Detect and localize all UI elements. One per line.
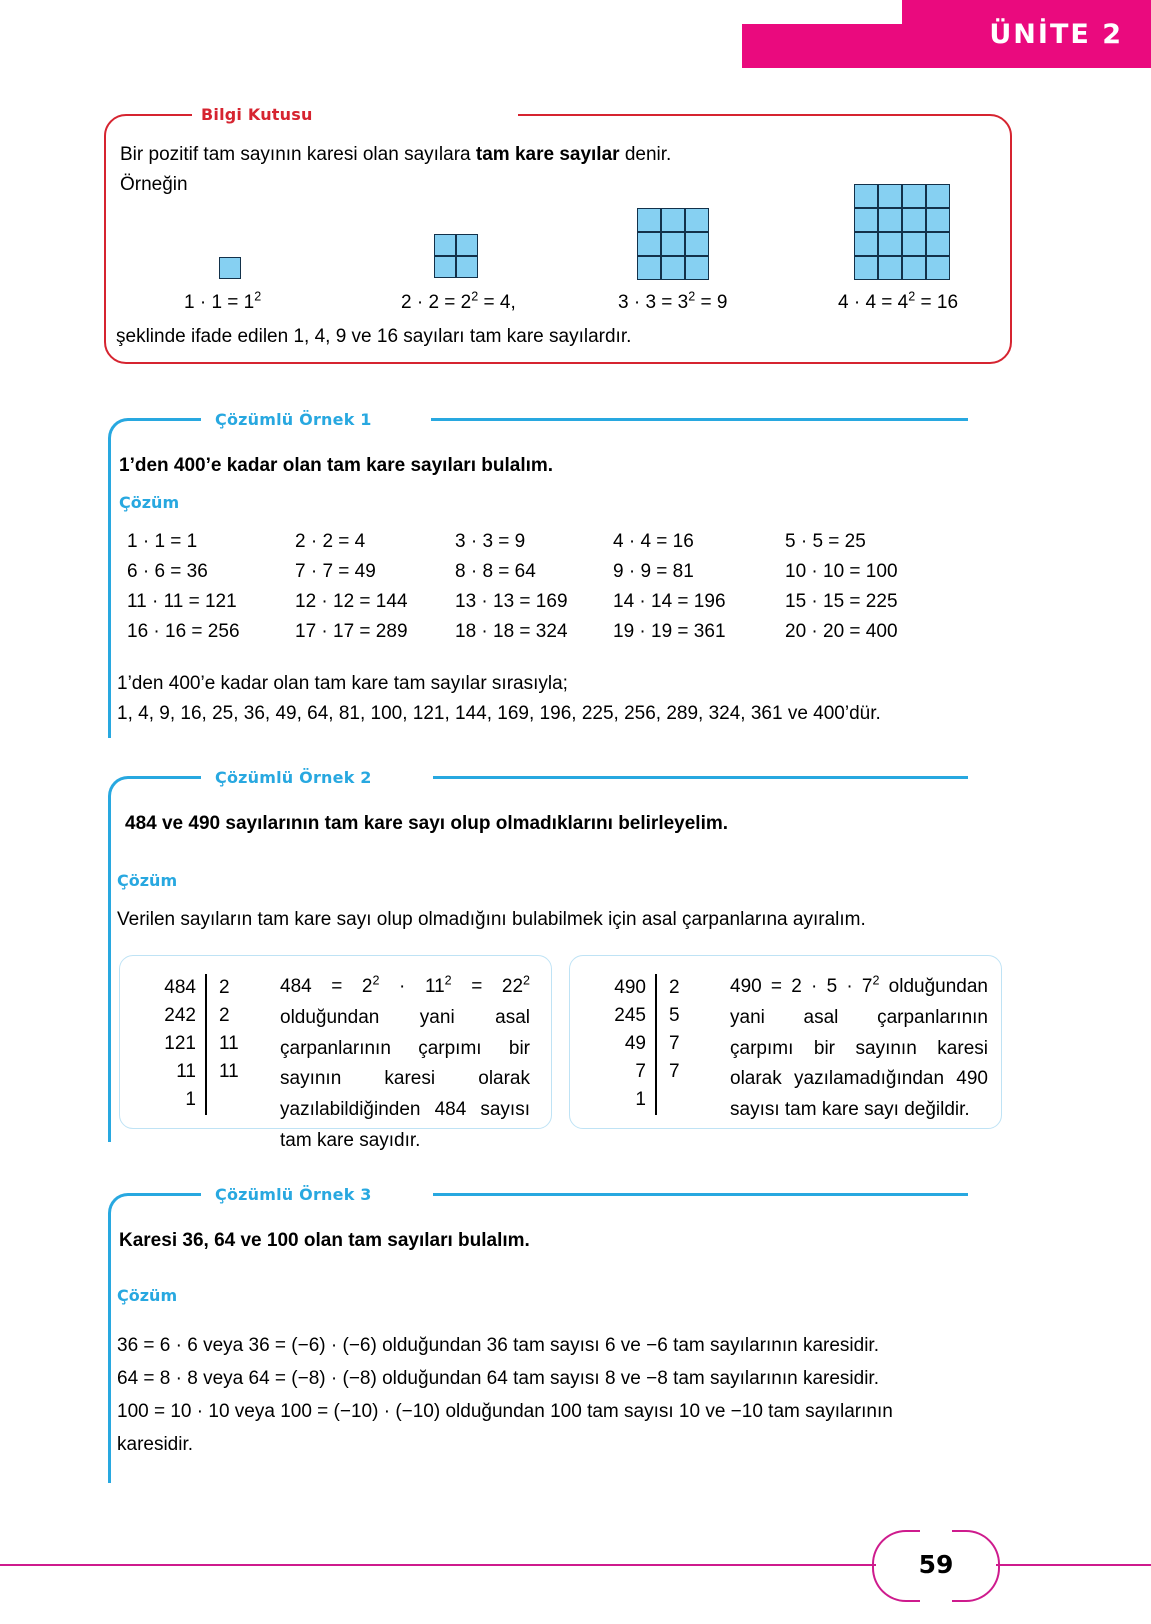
square-figure-4: [854, 184, 950, 280]
table-cell: 12 · 12 = 144: [295, 591, 408, 612]
factorization-text-490-post: olduğundan yani asal çarpanlarının çarpımı bir sayının karesi olarak yazılamadığından 490 sayısı tam kare sayı değildir.: [730, 976, 988, 1121]
square-equation-1: [184, 288, 261, 317]
table-cell: 5 · 5 = 25: [785, 531, 866, 552]
square-cell: [637, 232, 661, 256]
square-cell: [637, 208, 661, 232]
square-equation-3-base: 3 · 3 = 3: [618, 292, 689, 313]
factor-divisor: 2: [219, 977, 230, 998]
square-cell: [854, 232, 878, 256]
table-cell: 9 · 9 = 81: [613, 561, 694, 582]
table-cell: 19 · 19 = 361: [613, 621, 726, 642]
square-equation-2-base: 2 · 2 = 2: [401, 292, 472, 313]
square-cell: [434, 234, 456, 256]
unit-label: ÜNİTE 2: [989, 19, 1123, 50]
square-cell: [878, 232, 902, 256]
table-cell: 20 · 20 = 400: [785, 621, 898, 642]
factor-dividend: 1: [635, 1089, 646, 1111]
factorization-text-484-post: olduğundan yani asal çarpanlarının çarpımı bir sayının karesi olarak yazılabildiğinden 484 sayısı tam kare sayıdır.: [280, 1006, 530, 1151]
example-3-line-4: karesidir.: [117, 1434, 194, 1455]
square-equation-1-exp: 2: [254, 289, 262, 304]
factor-dividend: 121: [164, 1033, 196, 1055]
square-cell: [685, 256, 709, 280]
factor-dividend: 1: [185, 1089, 196, 1111]
factor-divisors-484: [207, 974, 271, 1115]
example-1-conclusion-2: 1, 4, 9, 16, 25, 36, 49, 64, 81, 100, 121, 144, 169, 196, 225, 256, 289, 324, 361 ve 400’dür.: [117, 703, 881, 724]
square-equation-4-tail: = 16: [915, 292, 959, 313]
factor-divisor: 7: [669, 1061, 680, 1083]
table-cell: 11 · 11 = 121: [127, 591, 237, 612]
factor-dividends-484: [134, 974, 205, 1115]
square-figure-2: [434, 234, 478, 278]
square-cell: [661, 256, 685, 280]
example-3-prompt: Karesi 36, 64 ve 100 olan tam sayıları bulalım.: [119, 1230, 530, 1251]
factorization-text-484: [280, 972, 530, 1157]
example-1-box: [108, 410, 968, 738]
square-equation-3-tail: = 9: [695, 292, 728, 313]
factor-ladder-484: [134, 974, 271, 1115]
factor-divisor: 2: [219, 1005, 230, 1027]
square-cell: [854, 256, 878, 280]
square-equation-3: [618, 288, 727, 317]
square-equation-2: [401, 288, 516, 317]
factorization-text-484-mid2: = 22: [451, 976, 524, 997]
factorization-text-490-pre: 490 = 2 · 5 · 7: [730, 976, 873, 997]
factorization-box-490: [569, 955, 1002, 1129]
info-box-line1-a: Bir pozitif tam sayının karesi olan sayılara: [120, 144, 476, 165]
square-cell: [926, 184, 950, 208]
page-number: 59: [918, 1550, 954, 1579]
factorization-text-490-exp1: 2: [872, 973, 880, 988]
square-cell: [854, 184, 878, 208]
example-2-intro: Verilen sayıların tam kare sayı olup olmadığını bulabilmek için asal çarpanlarına ayıralım.: [117, 909, 866, 930]
square-equation-4-base: 4 · 4 = 4: [838, 292, 909, 313]
factorization-box-484: [119, 955, 552, 1151]
square-cell: [434, 256, 456, 278]
table-cell: 8 · 8 = 64: [455, 561, 536, 582]
factor-divisor: 11: [219, 1033, 239, 1055]
square-cell: [902, 232, 926, 256]
square-equation-4: [838, 288, 958, 317]
example-2-box: [108, 768, 988, 1151]
example-3-box: [108, 1185, 968, 1483]
unit-banner-notch: [862, 0, 902, 26]
factor-dividend: 49: [624, 1033, 646, 1055]
square-equation-2-exp: 2: [471, 289, 479, 304]
info-box-line1-bold: tam kare sayılar: [475, 144, 620, 165]
example-1-conclusion-1: 1’den 400’e kadar olan tam kare tam sayılar sırasıyla;: [117, 673, 568, 694]
square-cell: [685, 208, 709, 232]
square-equation-1-base: 1 · 1 = 1: [184, 292, 255, 313]
example-3-line-2: 64 = 8 · 8 veya 64 = (−8) · (−8) olduğundan 64 tam sayısı 8 ve −8 tam sayılarının karesidir.: [117, 1368, 879, 1389]
table-cell: 1 · 1 = 1: [127, 531, 198, 552]
table-cell: 18 · 18 = 324: [455, 621, 568, 642]
factor-dividend: 490: [614, 977, 646, 998]
square-cell: [878, 208, 902, 232]
table-cell: 13 · 13 = 169: [455, 591, 568, 612]
table-cell: 16 · 16 = 256: [127, 621, 240, 642]
factor-divisor: 2: [669, 977, 680, 998]
factorization-text-484-exp3: 2: [523, 973, 531, 988]
factor-divisor: 7: [669, 1033, 680, 1055]
table-cell: 6 · 6 = 36: [127, 561, 208, 582]
square-figure-3: [637, 208, 709, 280]
factorization-text-484-mid: · 11: [379, 976, 445, 997]
table-cell: 2 · 2 = 4: [295, 531, 366, 552]
square-cell: [661, 208, 685, 232]
example-1-prompt: 1’den 400’e kadar olan tam kare sayıları bulalım.: [119, 455, 554, 476]
example-3-line-1: 36 = 6 · 6 veya 36 = (−6) · (−6) olduğundan 36 tam sayısı 6 ve −6 tam sayılarının karesidir.: [117, 1335, 879, 1356]
factorization-text-484-exp1: 2: [372, 973, 380, 988]
page-number-badge: [872, 1530, 1000, 1598]
factorization-text-484-pre: 484 = 2: [280, 976, 373, 997]
square-cell: [926, 208, 950, 232]
info-box-line2: Örneğin: [120, 174, 188, 195]
table-cell: 15 · 15 = 225: [785, 591, 898, 612]
factorization-text-484-exp2: 2: [444, 973, 452, 988]
example-3-solution-label: Çözüm: [117, 1286, 178, 1305]
factor-dividends-490: [584, 974, 655, 1115]
square-equation-3-exp: 2: [688, 289, 696, 304]
table-cell: 3 · 3 = 9: [455, 531, 526, 552]
example-2-prompt: 484 ve 490 sayılarının tam kare sayı olup olmadıklarını belirleyelim.: [125, 813, 729, 834]
square-cell: [685, 232, 709, 256]
square-figure-1: [219, 257, 241, 279]
table-cell: 17 · 17 = 289: [295, 621, 408, 642]
example-2-solution-label: Çözüm: [117, 871, 178, 890]
factor-divisor: 11: [219, 1061, 239, 1083]
square-cell: [878, 184, 902, 208]
info-box: [104, 105, 1012, 364]
factor-dividend: 484: [164, 977, 196, 998]
square-cell: [456, 256, 478, 278]
square-cell: [456, 234, 478, 256]
square-cell: [902, 208, 926, 232]
factor-divisors-490: [657, 974, 721, 1115]
table-cell: 4 · 4 = 16: [613, 531, 694, 552]
example-1-solution-label: Çözüm: [119, 493, 180, 512]
square-cell: [854, 208, 878, 232]
square-cell: [219, 257, 241, 279]
unit-banner: [742, 0, 1151, 68]
square-cell: [902, 184, 926, 208]
square-cell: [926, 256, 950, 280]
example-3-legend: Çözümlü Örnek 3: [206, 1185, 381, 1204]
table-cell: 7 · 7 = 49: [295, 561, 376, 582]
example-3-line-3: 100 = 10 · 10 veya 100 = (−10) · (−10) olduğundan 100 tam sayısı 10 ve −10 tam sayılarının: [117, 1401, 893, 1422]
factor-dividend: 242: [164, 1005, 196, 1027]
square-cell: [902, 256, 926, 280]
info-box-legend: Bilgi Kutusu: [192, 105, 322, 124]
factor-dividend: 11: [176, 1061, 196, 1083]
square-equation-2-tail: = 4,: [478, 292, 516, 313]
info-box-line1: [120, 140, 671, 169]
square-cell: [637, 256, 661, 280]
info-box-closing: şeklinde ifade edilen 1, 4, 9 ve 16 sayıları tam kare sayılardır.: [116, 326, 632, 347]
factor-ladder-490: [584, 974, 721, 1115]
factor-divisor: 5: [669, 1005, 680, 1027]
square-cell: [926, 232, 950, 256]
example-1-legend: Çözümlü Örnek 1: [206, 410, 381, 429]
factor-dividend: 7: [635, 1061, 646, 1083]
factorization-text-490: [730, 972, 988, 1126]
example-2-legend: Çözümlü Örnek 2: [206, 768, 381, 787]
factor-dividend: 245: [614, 1005, 646, 1027]
info-box-line1-b: denir.: [619, 144, 672, 165]
table-cell: 10 · 10 = 100: [785, 561, 898, 582]
table-cell: 14 · 14 = 196: [613, 591, 726, 612]
square-cell: [878, 256, 902, 280]
square-cell: [661, 232, 685, 256]
example-1-table: [127, 531, 927, 643]
square-equation-4-exp: 2: [908, 289, 916, 304]
